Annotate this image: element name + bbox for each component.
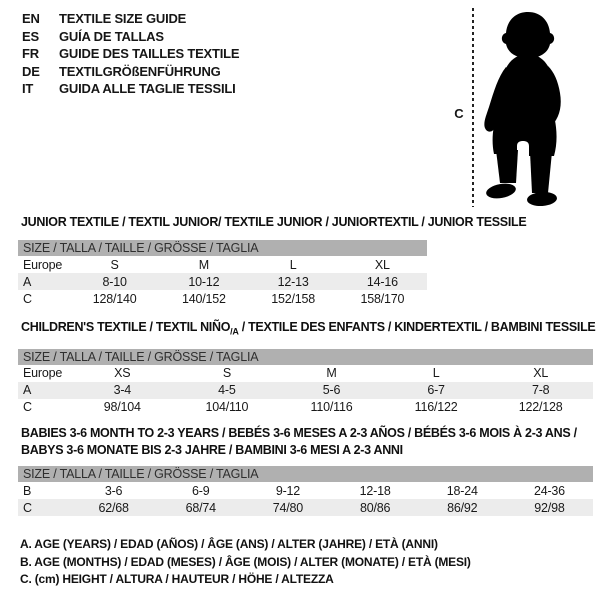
language-code: FR [22, 46, 39, 62]
height-cell: 86/92 [447, 500, 478, 515]
height-cell: 68/74 [185, 500, 216, 515]
height-measure-label: C [454, 106, 464, 121]
size-cell: L [289, 257, 297, 272]
babies-table-title [21, 425, 593, 459]
table-row [18, 499, 593, 516]
footnote-age-months: B. AGE (MONTHS) / EDAD (MESES) / ÂGE (MOIS) / ALTER (MONATE) / ETÀ (MESI) [20, 554, 471, 569]
language-code: EN [22, 11, 40, 27]
guide-title: GUÍA DE TALLAS [59, 28, 164, 44]
row-label: C [23, 500, 32, 515]
height-cell: 140/152 [181, 291, 226, 306]
age-cell: 9-12 [275, 483, 301, 498]
height-cell: 122/128 [518, 400, 563, 414]
size-cell: XL [533, 366, 549, 380]
age-cell: 3-6 [104, 483, 123, 498]
row-label: C [23, 291, 32, 306]
footnote-age-years: A. AGE (YEARS) / EDAD (AÑOS) / ÂGE (ANS) / ALTER (JAHRE) / ETÀ (ANNI) [20, 537, 438, 551]
language-code: DE [22, 63, 40, 79]
size-header-label: SIZE / TALLA / TAILLE / GRÖSSE / TAGLIA [23, 467, 259, 481]
height-dashed-line [472, 8, 474, 207]
guide-title: TEXTILE SIZE GUIDE [59, 11, 187, 27]
junior-textile-section [18, 215, 527, 307]
language-row-es [22, 28, 239, 46]
size-cell: L [432, 366, 440, 380]
height-cell: 152/158 [271, 291, 316, 306]
table-row [18, 290, 427, 307]
size-header-band [18, 349, 593, 365]
language-row-de [22, 63, 239, 81]
language-row-fr [22, 45, 239, 63]
age-cell: 14-16 [366, 274, 398, 289]
row-label: A [23, 383, 32, 397]
age-cell: 6-7 [427, 383, 445, 397]
age-cell: 24-36 [533, 483, 565, 498]
table-row [18, 273, 427, 290]
babies-textile-section [18, 425, 593, 516]
row-label: B [23, 483, 32, 498]
row-label: C [23, 400, 32, 414]
babies-title-line1: BABIES 3-6 MONTH TO 2-3 YEARS / BEBÉS 3-6 MESES A 2-3 AÑOS / BÉBÉS 3-6 MOIS À 2-3 ANS / [21, 426, 577, 440]
junior-table-title: JUNIOR TEXTILE / TEXTIL JUNIOR/ TEXTILE JUNIOR / JUNIORTEXTIL / JUNIOR TESSILE [21, 215, 527, 229]
height-cell: 74/80 [272, 500, 304, 515]
age-cell: 6-9 [192, 483, 210, 498]
size-header-band [18, 240, 427, 256]
nino-a-subscript: /A [230, 326, 239, 337]
baby-silhouette-icon [482, 11, 566, 207]
size-header-label: SIZE / TALLA / TAILLE / GRÖSSE / TAGLIA [23, 349, 259, 364]
table-row [18, 365, 593, 382]
size-header-label: SIZE / TALLA / TAILLE / GRÖSSE / TAGLIA [23, 241, 259, 255]
row-label: Europe [23, 366, 63, 380]
size-cell: S [110, 257, 119, 272]
size-cell: XL [374, 257, 390, 272]
age-cell: 5-6 [322, 383, 341, 397]
height-cell: 98/104 [103, 400, 141, 414]
height-cell: 128/140 [92, 291, 137, 306]
guide-title: GUIDA ALLE TAGLIE TESSILI [59, 81, 236, 97]
guide-title: TEXTILGRÖßENFÜHRUNG [59, 63, 221, 79]
row-label: A [23, 274, 32, 289]
table-row [18, 256, 427, 273]
age-cell: 3-4 [113, 383, 132, 397]
height-cell: 80/86 [359, 500, 391, 515]
size-cell: XS [114, 366, 131, 380]
footnote-height-cm: C. (cm) HEIGHT / ALTURA / HAUTEUR / HÖHE / ALTEZZA [20, 572, 334, 586]
legend-footnotes [20, 536, 471, 589]
table-row [18, 382, 593, 399]
table-row [18, 399, 593, 416]
age-cell: 12-18 [359, 483, 391, 498]
height-cell: 62/68 [98, 500, 129, 515]
guide-title: GUIDE DES TAILLES TEXTILE [59, 46, 240, 62]
babies-title-line2: BABYS 3-6 MONATE BIS 2-3 JAHRE / BAMBINI 3-6 MESI A 2-3 ANNI [21, 443, 403, 457]
row-label: Europe [23, 257, 63, 272]
age-cell: 10-12 [188, 274, 220, 289]
height-cell: 104/110 [205, 400, 249, 414]
table-row [18, 482, 593, 499]
age-cell: 7-8 [531, 383, 550, 397]
size-cell: M [326, 366, 337, 380]
age-cell: 4-5 [218, 383, 236, 397]
size-cell: M [198, 257, 209, 272]
height-cell: 116/122 [414, 400, 458, 414]
height-cell: 110/116 [310, 400, 353, 414]
language-code: ES [22, 28, 39, 44]
size-header-band [18, 466, 593, 482]
height-cell: 92/98 [534, 500, 565, 515]
children-table-title: CHILDREN'S TEXTILE / TEXTIL $NIÑO_{/A}$ / TEXTILE DES ENFANTS / KINDERTEXTIL / BAMBINI TESSILE [21, 320, 596, 337]
age-cell: 12-13 [277, 274, 309, 289]
language-code: IT [22, 81, 34, 97]
language-row-it [22, 80, 239, 98]
age-cell: 8-10 [102, 274, 127, 289]
language-title-list [22, 10, 239, 98]
age-cell: 18-24 [446, 483, 478, 498]
height-cell: 158/170 [360, 291, 405, 306]
size-cell: S [222, 366, 231, 380]
children-textile-section [18, 320, 596, 416]
language-row-en [22, 10, 239, 28]
